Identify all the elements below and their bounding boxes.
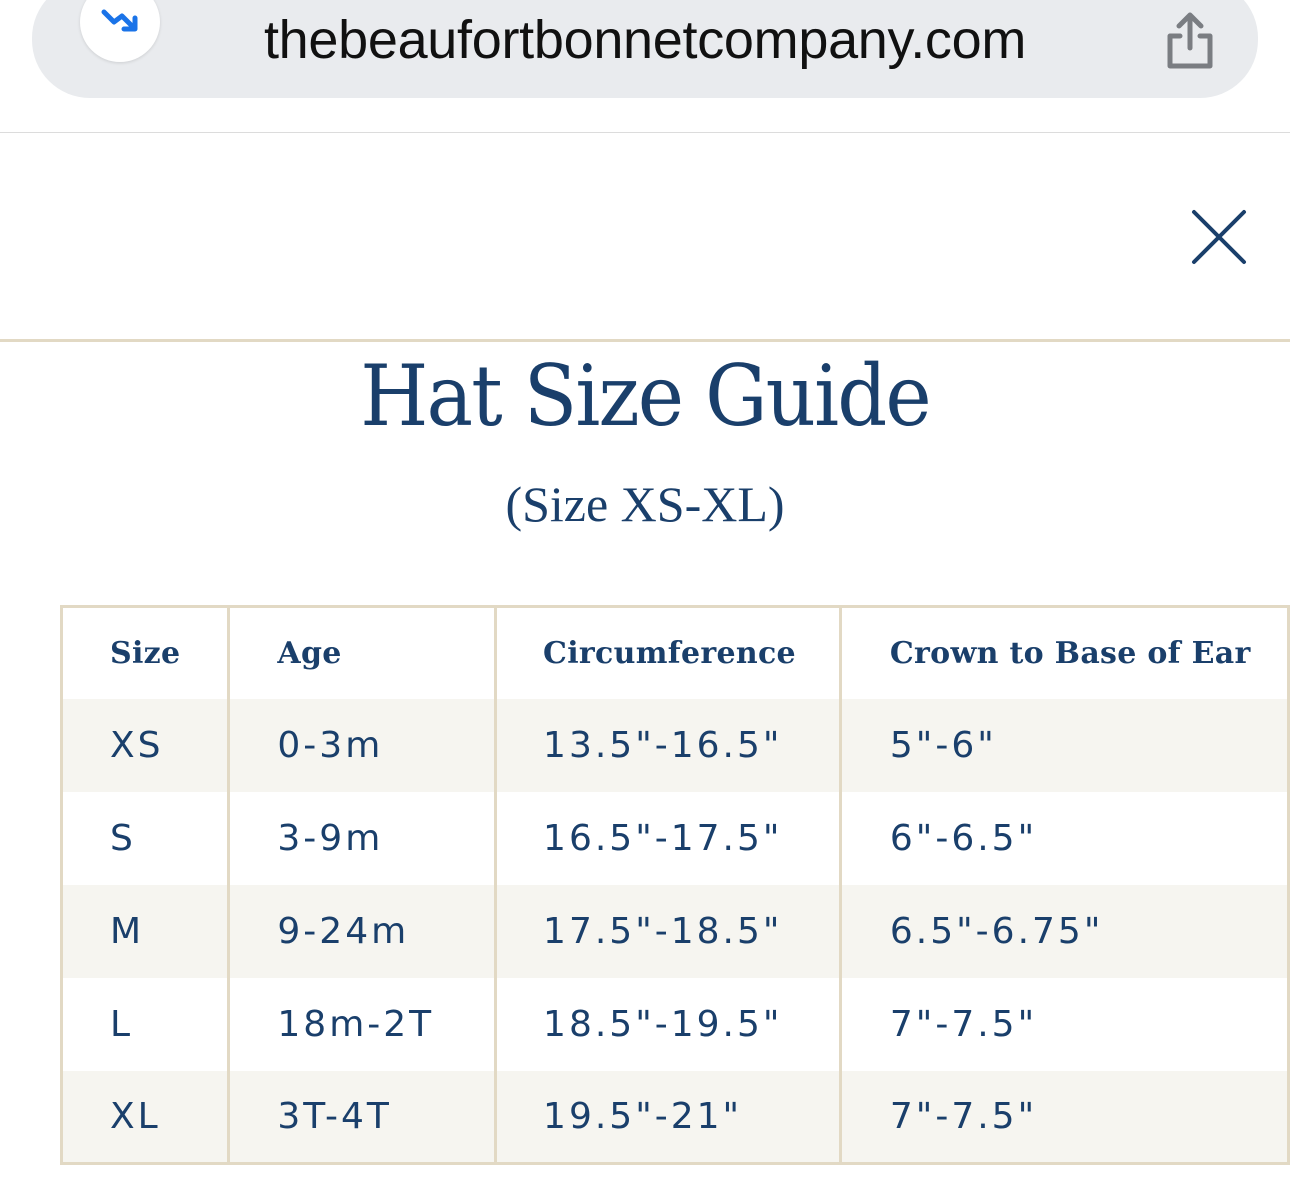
cell-circumference: 18.5"-19.5" bbox=[496, 978, 841, 1071]
table-header-row bbox=[62, 607, 1289, 699]
cell-age: 18m-2T bbox=[229, 978, 496, 1071]
cell-circumference: 16.5"-17.5" bbox=[496, 792, 841, 885]
size-guide-table bbox=[60, 605, 1290, 1165]
table-row bbox=[62, 792, 1289, 885]
cell-age: 9-24m bbox=[229, 885, 496, 978]
cell-circumference: 17.5"-18.5" bbox=[496, 885, 841, 978]
table-row bbox=[62, 885, 1289, 978]
cell-size: XL bbox=[110, 1095, 161, 1137]
close-icon[interactable] bbox=[1190, 208, 1248, 266]
header-crown-to-ear: Crown to Base of Ear bbox=[840, 607, 1288, 699]
header-size: Size bbox=[110, 635, 181, 671]
cell-circumference: 19.5"-21" bbox=[496, 1071, 841, 1164]
cell-age: 3-9m bbox=[229, 792, 496, 885]
table-row bbox=[62, 978, 1289, 1071]
table-row bbox=[62, 1071, 1289, 1164]
browser-address-bar-area bbox=[0, 0, 1290, 133]
cell-crown-to-ear: 5"-6" bbox=[840, 699, 1288, 792]
cell-size: XS bbox=[110, 724, 164, 766]
cell-crown-to-ear: 7"-7.5" bbox=[840, 1071, 1288, 1164]
cell-size: L bbox=[110, 1003, 134, 1045]
page-subtitle: (Size XS-XL) bbox=[505, 476, 785, 532]
cell-size: M bbox=[110, 910, 145, 952]
modal-divider bbox=[0, 339, 1290, 342]
header-age: Age bbox=[229, 607, 496, 699]
cell-crown-to-ear: 6.5"-6.75" bbox=[840, 885, 1288, 978]
cell-circumference: 13.5"-16.5" bbox=[496, 699, 841, 792]
header-circumference: Circumference bbox=[496, 607, 841, 699]
cell-crown-to-ear: 6"-6.5" bbox=[840, 792, 1288, 885]
cell-size: S bbox=[110, 817, 136, 859]
cell-crown-to-ear: 7"-7.5" bbox=[840, 978, 1288, 1071]
share-icon[interactable] bbox=[1160, 10, 1220, 72]
url-text[interactable]: thebeaufortbonnetcompany.com bbox=[263, 10, 1027, 70]
cell-age: 3T-4T bbox=[229, 1071, 496, 1164]
cell-age: 0-3m bbox=[229, 699, 496, 792]
page-title: Hat Size Guide bbox=[360, 347, 930, 445]
table-row bbox=[62, 699, 1289, 792]
